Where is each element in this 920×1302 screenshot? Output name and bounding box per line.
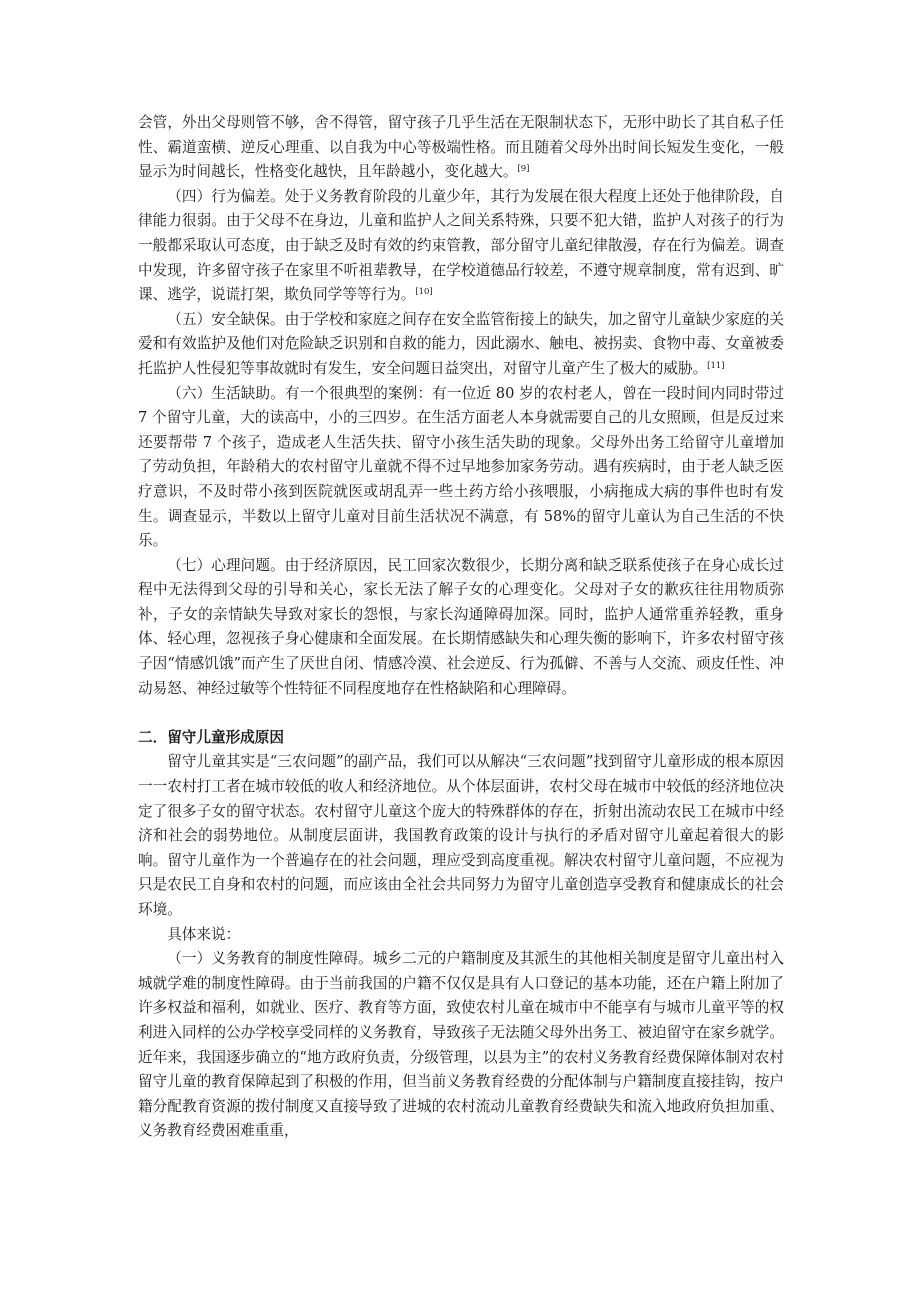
paragraph-text: （一）义务教育的制度性障碍。城乡二元的户籍制度及其派生的其他相关制度是留守儿童出村入城就学难的制度性障碍。由于当前我国的户籍不仅仅是具有人口登记的基本功能，还在户籍上附加了许多权益和福利，如就业、医疗、教育等方面，致使农村儿童在城市中不能享有与城市儿童平等的权利进入同样的公办学校享受同样的义务教育，导致孩子无法随父母外出务工、被迫留守在家乡就学。近年来，我国逐步确立的“地方政府负责，分级管理，以县为主”的农村义务教育经费保障体制对农村留守儿童的教育保障起到了积极的作用，但当前义务教育经费的分配体制与户籍制度直接挂钩，按户籍分配教育资源的拨付制度又直接导致了进城的农村流动儿童教育经费缺失和流入地政府负担加重、义务教育经费困难重重， xyxy=(138,950,784,1140)
paragraph-living xyxy=(138,382,784,554)
paragraph-continuation xyxy=(138,111,784,185)
paragraph-text: 会管，外出父母则管不够，舍不得管，留守孩子几乎生活在无限制状态下，无形中助长了其自私子任性、霸道蛮横、逆反心理重、以自我为中心等极端性格。而且随着父母外出时间长短发生变化，一般显示为时间越长，性格变化越快，且年龄越小，变化越大。 xyxy=(138,114,784,181)
paragraph-institutional xyxy=(138,947,784,1144)
paragraph-psychology xyxy=(138,554,784,702)
paragraph-text: （五）安全缺保。由于学校和家庭之间存在安全监管衔接上的缺失，加之留守儿童缺少家庭的关爱和有效监护及他们对危险缺乏识别和自救的能力，因此溺水、触电、被拐卖、食物中毒、女童被委托监护人性侵犯等事故就时有发生，安全问题日益突出，对留守儿童产生了极大的威胁。 xyxy=(138,310,784,377)
paragraph-intro xyxy=(138,750,784,922)
citation-ref[interactable]: [10] xyxy=(415,287,433,298)
section-heading: 二．留守儿童形成原因 xyxy=(138,728,284,746)
paragraph-text: 留守儿童其实是“三农问题”的副产品，我们可以从解决“三农问题”找到留守儿童形成的根本原因一一农村打工者在城市较低的收人和经济地位。从个体层面讲，农村父母在城市中较低的经济地位决定了很多子女的留守状态。农村留守儿童这个庞大的特殊群体的存在，折射出流动农民工在城市中经济和社会的弱势地位。从制度层面讲，我国教育政策的设计与执行的矛盾对留守儿童起着很大的影响。留守儿童作为一个普遍存在的社会问题，理应受到高度重视。解决农村留守儿童问题，不应视为只是农民工自身和农村的问题，而应该由全社会共同努力为留守儿童创造享受教育和健康成长的社会环境。 xyxy=(138,753,784,918)
paragraph-text: （四）行为偏差。处于义务教育阶段的儿童少年，其行为发展在很大程度上还处于他律阶段，自律能力很弱。由于父母不在身边，儿童和监护人之间关系特殊，只要不犯大错，监护人对孩子的行为一般都采取认可态度，由于缺乏及时有效的约束管教，部分留守儿童纪律散漫，存在行为偏差。调查中发现，许多留守孩子在家里不听祖辈教导，在学校道德品行较差，不遵守规章制度，常有迟到、旷课、逃学，说谎打架，欺负同学等等行为。 xyxy=(138,187,784,304)
paragraph-safety xyxy=(138,308,784,382)
paragraph-behavior xyxy=(138,185,784,308)
document-page xyxy=(138,111,784,1144)
blank-line xyxy=(138,701,784,726)
paragraph-text: （六）生活缺助。有一个很典型的案例：有一位近 80 岁的农村老人，曾在一段时间内同时带过 7 个留守儿童，大的读高中，小的三四岁。在生活方面老人本身就需要自己的儿女照顾，但是反过来还要帮带 7 个孩子，造成老人生活失扶、留守小孩生活失助的现象。父母外出务工给留守儿童增加了劳动负担，年龄稍大的农村留守儿童就不得不过早地参加家务劳动。遇有疾病时，由于老人缺乏医疗意识，不及时带小孩到医院就医或胡乱弄一些土药方给小孩喂服，小病拖成大病的事件也时有发生。调查显示，半数以上留守儿童对目前生活状况不满意，有 58%的留守儿童认为自己生活的不快乐。 xyxy=(138,384,784,550)
citation-ref[interactable]: [9] xyxy=(517,164,530,175)
paragraph-text: 具体来说： xyxy=(167,925,241,943)
citation-ref[interactable]: [11] xyxy=(707,360,725,371)
paragraph-text: （七）心理问题。由于经济原因，民工回家次数很少，长期分离和缺乏联系使孩子在身心成长过程中无法得到父母的引导和关心，家长无法了解子女的心理变化。父母对子女的歉疚往往用物质弥补，子女的亲情缺失导致对家长的怨恨，与家长沟通障碍加深。同时，监护人通常重养轻教，重身体、轻心理，忽视孩子身心健康和全面发展。在长期情感缺失和心理失衡的影响下，许多农村留守孩子因“情感饥饿”而产生了厌世自闭、情感冷漠、社会逆反、行为孤僻、不善与人交流、顽皮任性、冲动易怒、神经过敏等个性特征不同程度地存在性格缺陷和心理障碍。 xyxy=(138,556,784,697)
paragraph-specifically xyxy=(138,923,784,948)
